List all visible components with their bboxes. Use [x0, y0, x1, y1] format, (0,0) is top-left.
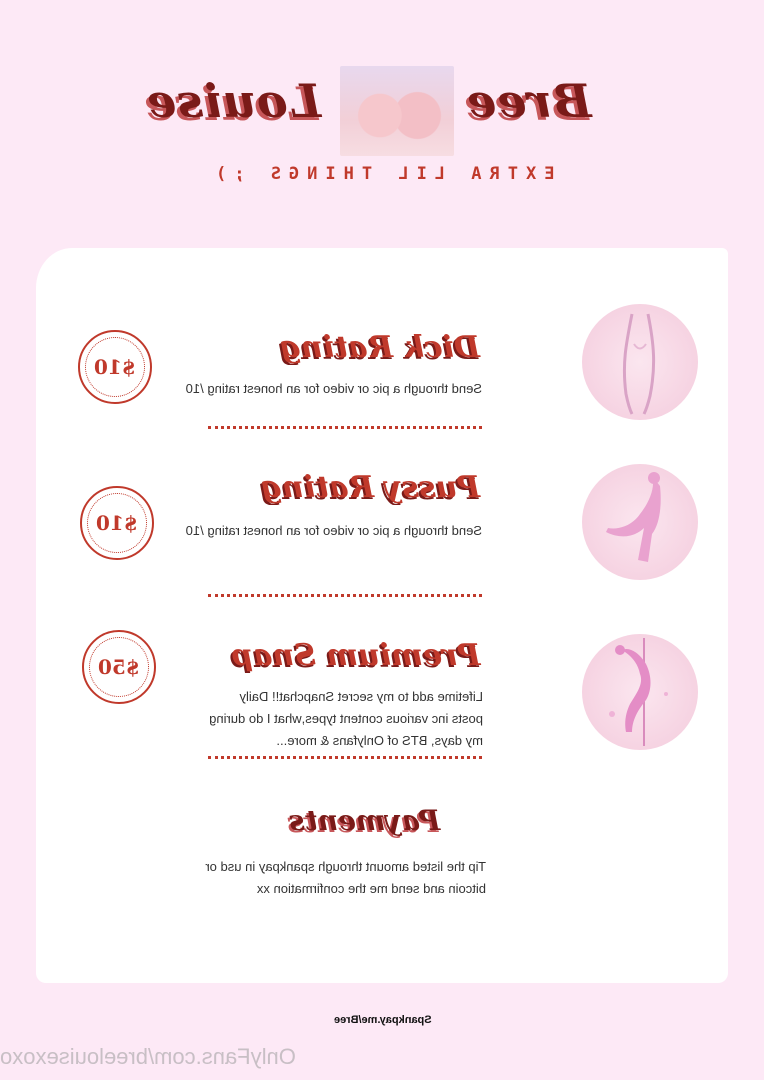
item-title — [230, 470, 480, 505]
kneeling-figure-icon — [582, 464, 698, 580]
payments-title — [250, 804, 480, 837]
tagline-text: EXTRA LIL THINGS ;) — [207, 164, 555, 184]
pole-dancer-icon — [582, 634, 698, 750]
watermark — [0, 1044, 330, 1070]
payments-title-text: Payments — [289, 804, 441, 837]
item-title-text: Pussy Rating — [260, 470, 480, 505]
item-title — [230, 330, 480, 365]
price-badge — [82, 630, 156, 704]
brand-photo — [340, 66, 454, 156]
brand-header — [0, 36, 764, 126]
price-badge — [78, 330, 152, 404]
item-title — [230, 638, 480, 673]
payments-text: Tip the listed amount through spankpay in usd or bitcoin and send me the confirmation xx — [205, 859, 486, 896]
watermark-text: OnlyFans.com/breelouisexoxo — [0, 1044, 296, 1069]
dotted-divider — [208, 594, 482, 597]
item-title-text: Premium Snap — [231, 638, 480, 673]
item-description: Send through a pic or video for an honest rating /10 — [185, 381, 482, 396]
price-value: $10 — [96, 511, 138, 535]
item-title-text: Dick Rating — [279, 330, 480, 365]
item-description: Lifetime add to my secret Snapchat!! Daily posts inc various content types,what I do during my days, BTS of Onlyfans & more... — [209, 689, 483, 748]
item-description: Send through a pic or video for an honest rating /10 — [185, 523, 482, 538]
price-value: $50 — [98, 655, 140, 679]
tagline — [196, 164, 566, 184]
price-value: $10 — [94, 355, 136, 379]
brand-first-name: Bree — [466, 74, 592, 128]
spankpay-link[interactable] — [318, 1014, 448, 1026]
brand-last-name: Louise — [146, 74, 322, 128]
price-badge — [80, 486, 154, 560]
dotted-divider — [208, 756, 482, 759]
silhouette-legs-icon — [582, 304, 698, 420]
dotted-divider — [208, 426, 482, 429]
spankpay-link-text[interactable]: Spankpay.me/Bree — [334, 1014, 432, 1026]
